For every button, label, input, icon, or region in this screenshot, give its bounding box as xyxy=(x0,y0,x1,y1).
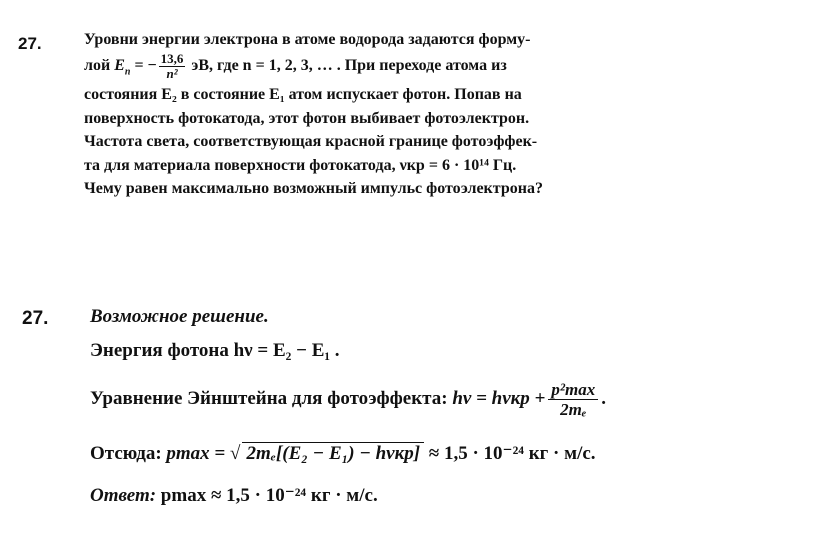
problem-line-2-post: эВ, где n = 1, 2, 3, … . При переходе атома из xyxy=(191,56,507,74)
photon-energy-line: Энергия фотона hν = E₂ − E₁ . xyxy=(90,340,340,361)
problem-line-4: поверхность фотокатода, этот фотон выбивает фотоэлектрон. xyxy=(84,109,530,127)
einstein-label: Уравнение Эйнштейна для фотоэффекта: xyxy=(90,387,448,409)
einstein-end: . xyxy=(601,387,606,409)
einstein-denominator: 2mₑ xyxy=(560,400,587,419)
problem-block xyxy=(0,0,816,230)
problem-line-2-pre: лой xyxy=(84,56,111,74)
hence-result: ≈ 1,5 · 10⁻²⁴ кг · м/с. xyxy=(428,443,596,464)
answer-value: pmax ≈ 1,5 · 10⁻²⁴ кг · м/с. xyxy=(160,485,378,506)
formula-denominator: n² xyxy=(166,65,178,81)
formula-eq: = − xyxy=(130,56,157,74)
hence-root: 2mₑ[(E₂ − E₁) − hνкр] xyxy=(242,442,424,465)
answer-label: Ответ: xyxy=(90,485,157,506)
problem-line-6: та для материала поверхности фотокатода, νкр = 6 · 10¹⁴ Гц. xyxy=(84,156,517,174)
problem-line-1: Уровни энергии электрона в атоме водорода задаются форму- xyxy=(84,31,531,48)
solution-number: 27. xyxy=(22,308,49,329)
einstein-fraction xyxy=(548,380,598,419)
formula-numerator: 13,6 xyxy=(160,50,184,66)
problem-line-5: Частота света, соответствующая красной границе фотоэффек- xyxy=(84,133,538,151)
sqrt-icon: √ xyxy=(230,443,241,464)
einstein-equation-line xyxy=(90,380,606,419)
problem-number: 27. xyxy=(18,34,42,53)
hence-line xyxy=(90,442,596,465)
einstein-numerator: p²max xyxy=(548,380,598,400)
hence-lhs: pmax = xyxy=(166,443,226,464)
einstein-lhs: hν = hνкр + xyxy=(452,387,546,409)
problem-line-2 xyxy=(84,52,784,84)
hence-label: Отсюда: xyxy=(90,443,162,464)
problem-line-7: Чему равен максимально возможный импульс фотоэлектрона? xyxy=(84,180,543,198)
formula-lhs-sub: n xyxy=(124,65,131,77)
answer-line xyxy=(90,484,378,507)
solution-header: Возможное решение. xyxy=(90,306,269,327)
problem-line-3: состояния E₂ в состояние E₁ атом испускает фотон. Попав на xyxy=(84,86,522,104)
problem-text xyxy=(84,28,784,201)
solution-block xyxy=(0,300,816,546)
formula-lhs: E xyxy=(114,56,125,74)
formula-fraction xyxy=(159,52,186,81)
